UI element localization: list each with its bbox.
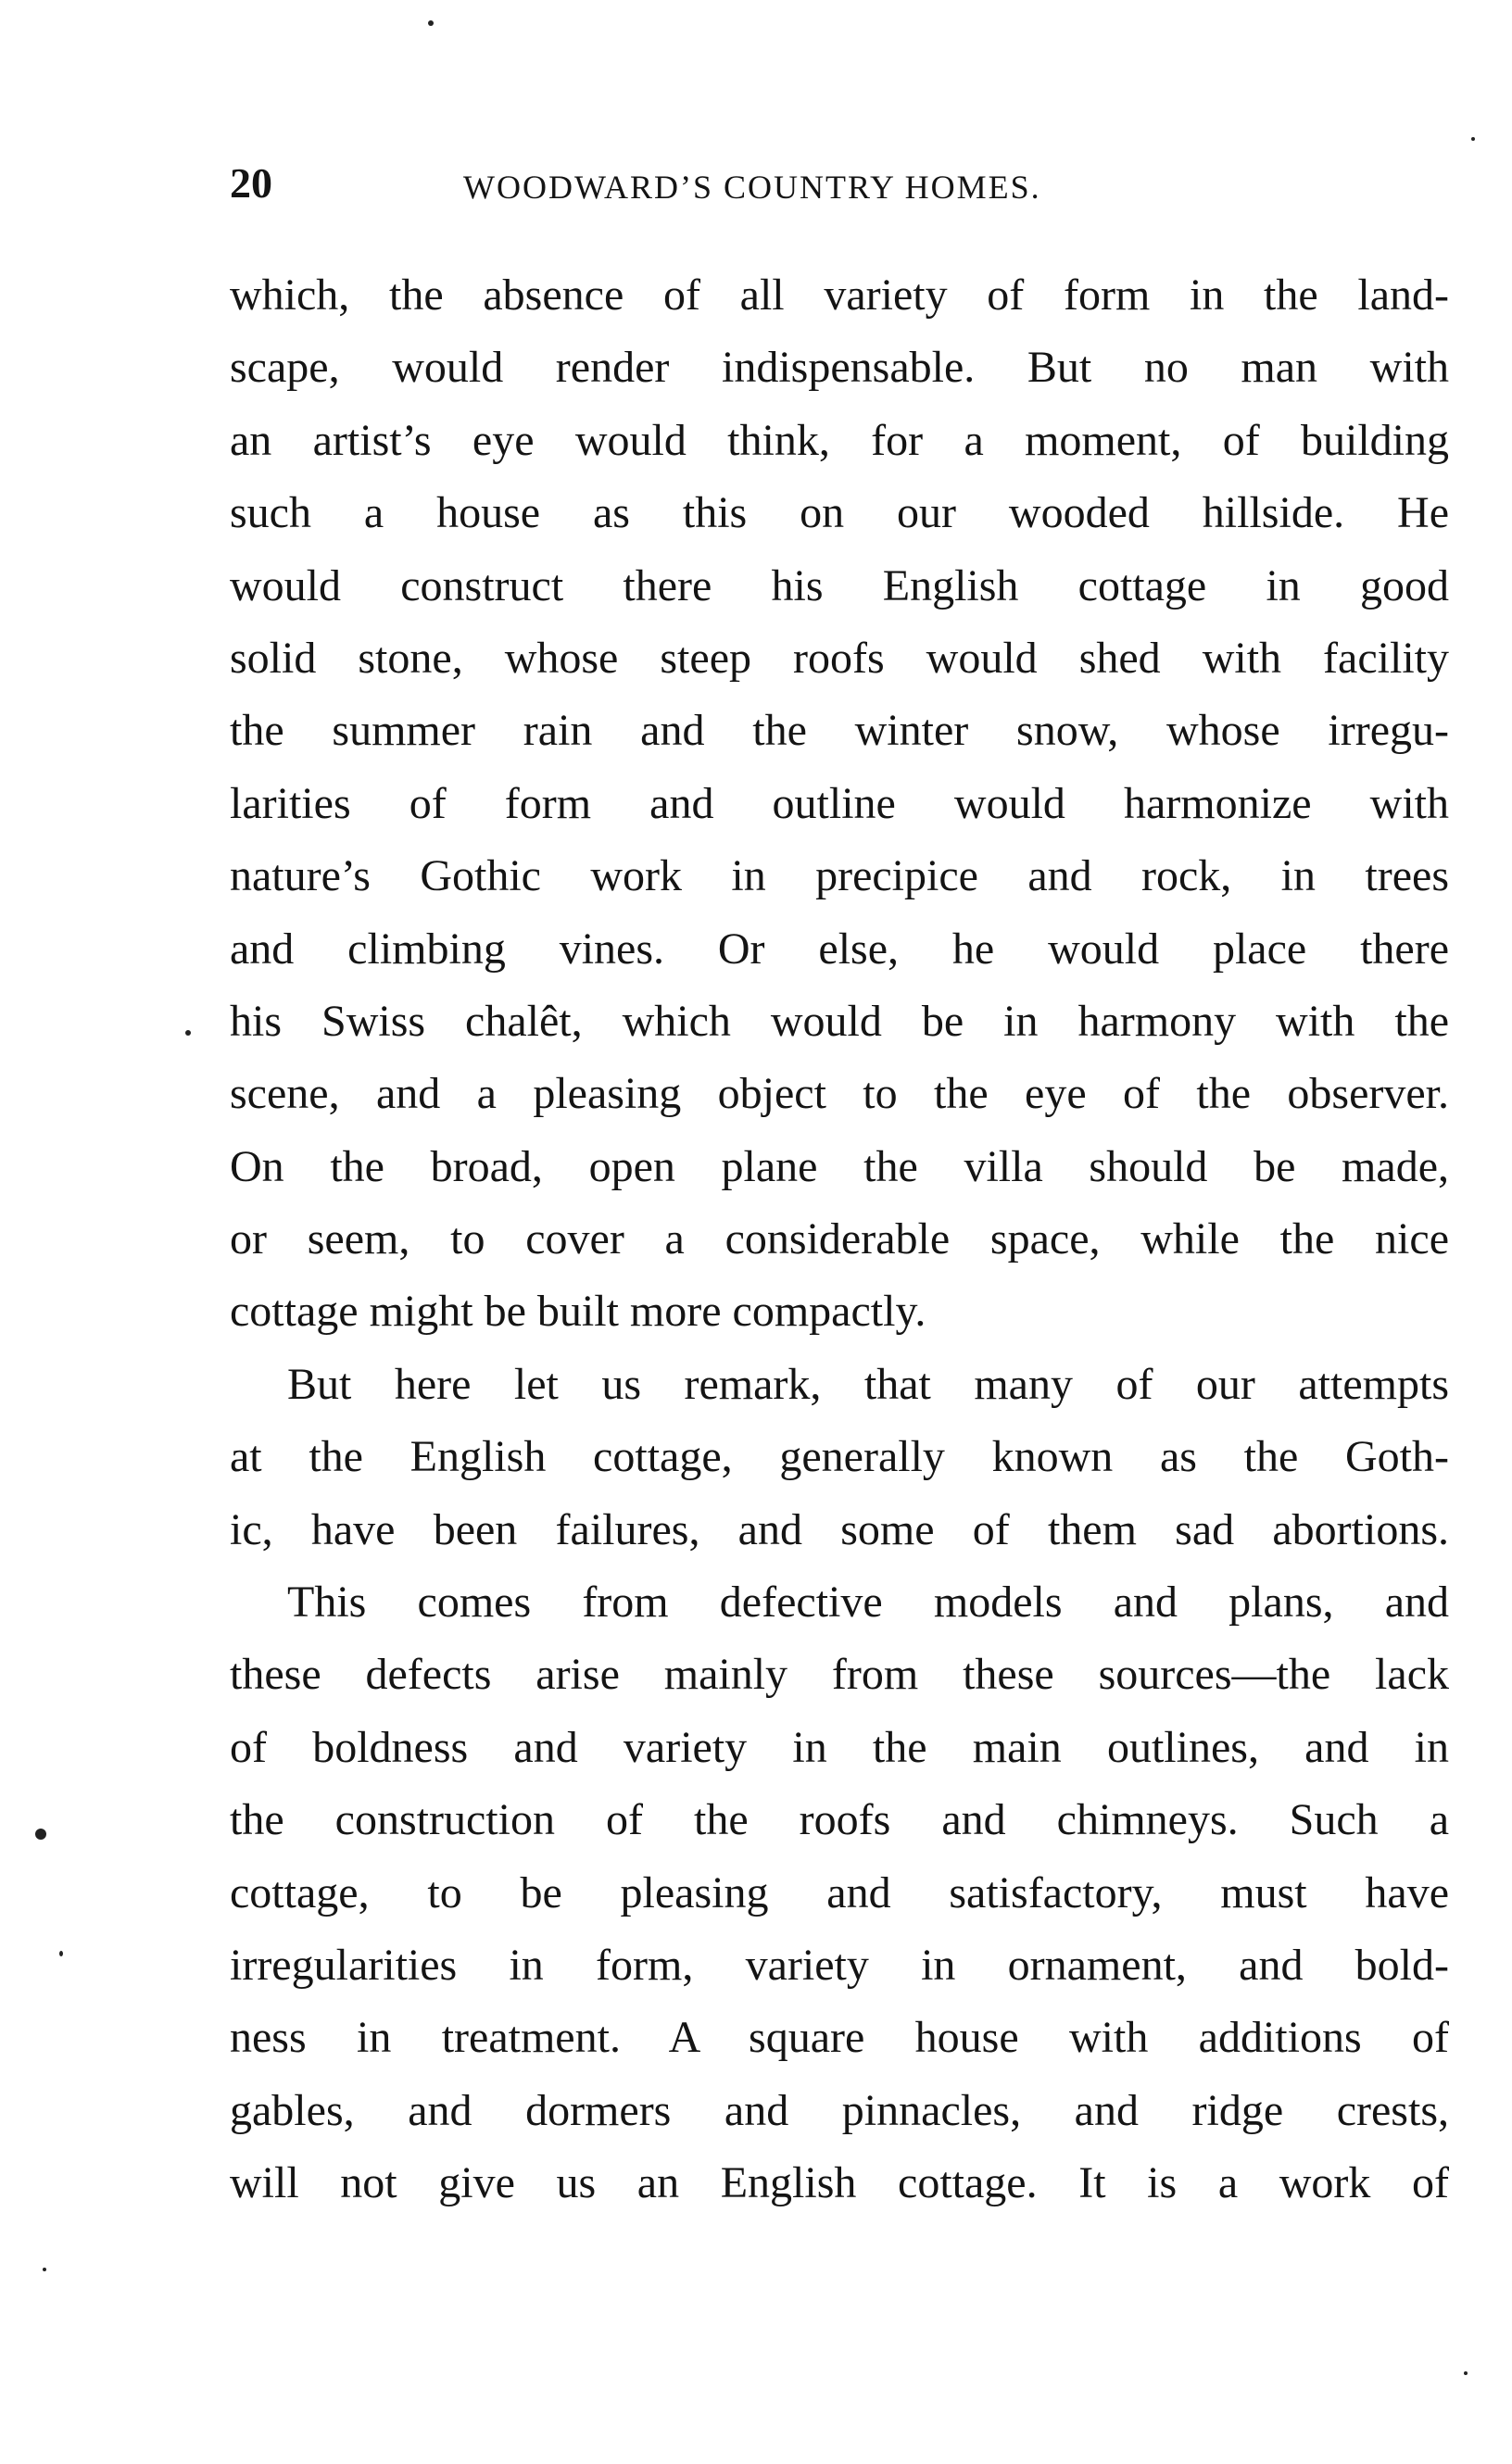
text-line: and climbing vines. Or else, he would place there: [230, 924, 1449, 974]
running-head: WOODWARD’S COUNTRY HOMES.: [463, 169, 1041, 206]
text-line: which, the absence of all variety of form in the land-: [230, 270, 1449, 320]
text-line: or seem, to cover a considerable space, while the nice: [230, 1214, 1449, 1264]
scan-speck: [43, 2268, 46, 2271]
scan-speck: [59, 1951, 63, 1956]
text-line: On the broad, open plane the villa should be made,: [230, 1141, 1449, 1191]
text-line: irregularities in form, variety in ornament, and bold-: [230, 1940, 1449, 1990]
text-line: scape, would render indispensable. But no man with: [230, 343, 1449, 393]
text-line: ness in treatment. A square house with additions of: [230, 2013, 1449, 2063]
text-line: the construction of the roofs and chimneys. Such a: [230, 1795, 1449, 1845]
text-line: larities of form and outline would harmonize with: [230, 778, 1449, 828]
text-line: cottage, to be pleasing and satisfactory, must have: [230, 1867, 1449, 1917]
text-line: of boldness and variety in the main outlines, and in: [230, 1722, 1449, 1772]
text-line: would construct there his English cottage in good: [230, 560, 1449, 610]
text-line: But here let us remark, that many of our attempts: [287, 1359, 1449, 1409]
text-line: his Swiss chalêt, which would be in harmony with the: [230, 996, 1449, 1046]
text-line: gables, and dormers and pinnacles, and ridge crests,: [230, 2085, 1449, 2135]
text-line: scene, and a pleasing object to the eye of the observer.: [230, 1069, 1449, 1119]
text-line: ic, have been failures, and some of them sad abortions.: [230, 1504, 1449, 1554]
scan-speck: [1471, 137, 1475, 141]
text-line: This comes from defective models and plans, and: [287, 1578, 1449, 1628]
text-line: will not give us an English cottage. It is a work of: [230, 2158, 1449, 2208]
text-line: an artist’s eye would think, for a moment, of building: [230, 415, 1449, 465]
scan-speck: [1464, 2371, 1468, 2375]
text-line: such a house as this on our wooded hillside. He: [230, 488, 1449, 538]
text-line: at the English cottage, generally known as the Goth-: [230, 1432, 1449, 1482]
body-text: [230, 259, 1449, 2220]
text-line: nature’s Gothic work in precipice and rock, in trees: [230, 851, 1449, 901]
scan-speck: [185, 1030, 191, 1036]
text-line: the summer rain and the winter snow, whose irregu-: [230, 706, 1449, 756]
page-header: [230, 156, 1453, 211]
scan-speck: [35, 1829, 46, 1840]
page-number: 20: [230, 159, 272, 207]
scan-speck: [428, 20, 434, 26]
text-line: these defects arise mainly from these sources—the lack: [230, 1650, 1449, 1700]
text-line: cottage might be built more compactly.: [230, 1287, 926, 1337]
text-line: solid stone, whose steep roofs would shed with facility: [230, 633, 1449, 683]
